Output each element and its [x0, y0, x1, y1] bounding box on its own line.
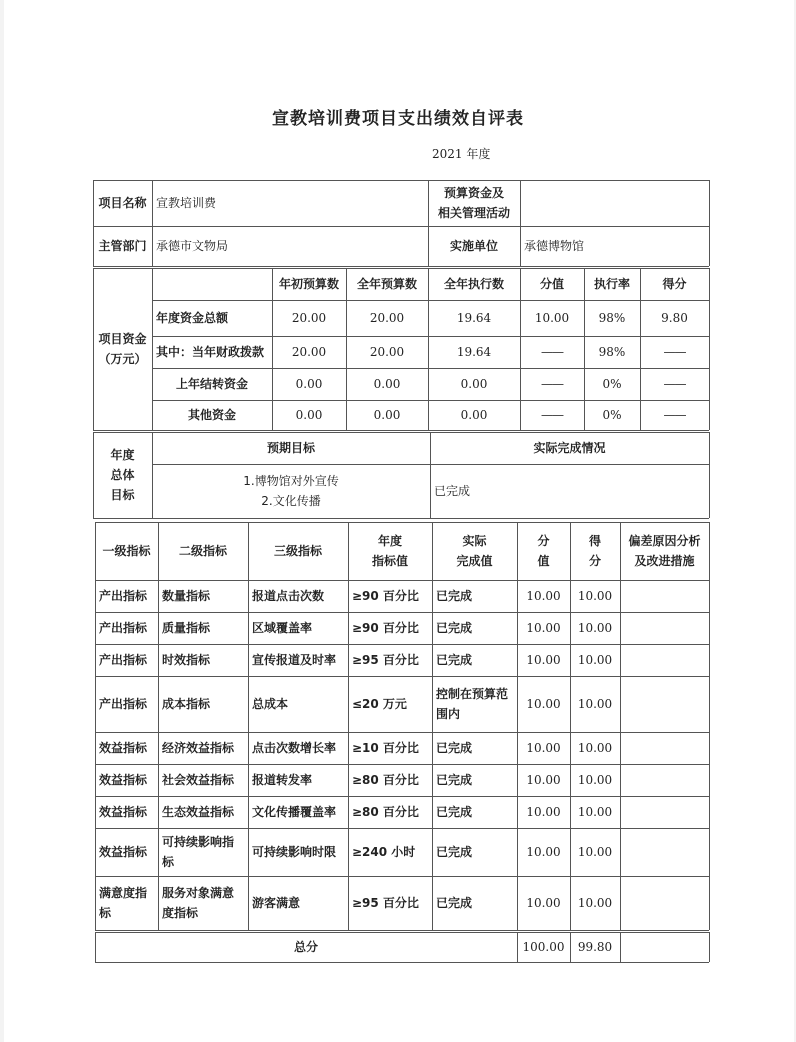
funds-row-label: 其他资金 [187, 408, 236, 422]
score-value: 10.00 [526, 589, 561, 603]
level2-indicator: 时效指标 [162, 653, 211, 667]
funds-value-cell: 98% [598, 311, 626, 325]
got-score-value: 10.00 [577, 741, 613, 755]
funds-column-header: 年初预算数 [278, 277, 339, 291]
target-value: ≥80 百分比 [352, 773, 419, 787]
funds-value-cell: 10.00 [534, 311, 570, 325]
level1-indicator: 产出指标 [99, 653, 148, 667]
level3-indicator-header: 三级指标 [273, 544, 322, 558]
deviation-reason [620, 876, 709, 930]
table-rule [95, 962, 709, 963]
got-score-header-line: 得 [588, 534, 601, 548]
target-value: ≥240 小时 [352, 845, 416, 859]
table-rule [93, 430, 709, 431]
deviation-reason [620, 828, 709, 876]
funds-column-header: 得分 [662, 277, 687, 291]
funds-value-cell: 0.00 [460, 377, 488, 391]
got-score-value: 10.00 [577, 653, 613, 667]
target-value: ≥95 百分比 [352, 896, 419, 910]
level2-indicator: 社会效益指标 [162, 773, 235, 787]
funds-value-cell: 0% [602, 377, 622, 391]
funds-column-header: 全年预算数 [356, 277, 417, 291]
level2-indicator: 生态效益指标 [162, 805, 235, 819]
funds-value-cell: 20.00 [369, 311, 405, 325]
actual-value: 已完成 [436, 621, 473, 635]
deviation-reason [620, 676, 709, 732]
expected-goal-text-line: 2.文化传播 [261, 494, 321, 508]
score-value: 10.00 [526, 653, 561, 667]
deviation-reason-header-line: 及改进措施 [634, 554, 695, 568]
funds-value-cell: 0.00 [373, 377, 401, 391]
level2-indicator: 可持续影响指标 [162, 835, 235, 869]
table-rule [709, 932, 710, 962]
got-score-value: 10.00 [577, 621, 613, 635]
table-rule [93, 266, 709, 267]
level1-indicator: 效益指标 [99, 773, 148, 787]
total-got-value: 99.80 [577, 940, 613, 954]
level3-indicator: 总成本 [252, 697, 289, 711]
annual-goal-label-line: 年度 [110, 448, 135, 462]
score-header-line: 分 [537, 534, 550, 548]
funds-value-cell: —— [541, 408, 563, 422]
level3-indicator: 报道点击次数 [252, 589, 325, 603]
table-rule [709, 522, 710, 930]
implementing-unit-label: 实施单位 [449, 239, 498, 253]
funds-value-cell: 20.00 [291, 311, 327, 325]
funds-value-cell: 0.00 [373, 408, 401, 422]
level2-indicator: 经济效益指标 [162, 741, 235, 755]
table-rule [95, 930, 709, 931]
target-value: ≥95 百分比 [352, 653, 419, 667]
level3-indicator: 文化传播覆盖率 [252, 805, 337, 819]
funds-value-cell: —— [663, 408, 686, 422]
report-year: 2021 年度 [432, 147, 491, 161]
actual-value: 已完成 [436, 805, 473, 819]
annual-goal-label-line: 总体 [110, 468, 135, 482]
funds-value-cell: —— [541, 345, 563, 359]
deviation-reason [620, 732, 709, 764]
funds-value-cell: 0.00 [460, 408, 488, 422]
deviation-reason [620, 644, 709, 676]
actual-value-header-line: 实际 [462, 534, 487, 548]
got-score-value: 10.00 [577, 773, 613, 787]
actual-completion-header: 实际完成情况 [533, 441, 606, 455]
project-name-value: 宣教培训费 [156, 196, 217, 210]
implementing-unit-value: 承德博物馆 [524, 239, 585, 253]
actual-value: 已完成 [436, 741, 473, 755]
score-value: 10.00 [526, 896, 561, 910]
funds-label [93, 268, 152, 430]
actual-value: 已完成 [436, 589, 473, 603]
actual-value-header-line: 完成值 [456, 554, 493, 568]
funds-row-label: 上年结转资金 [175, 377, 248, 391]
level1-indicator: 产出指标 [99, 621, 148, 635]
funds-column-header: 执行率 [593, 277, 630, 291]
deviation-reason-header-line: 偏差原因分析 [628, 534, 701, 548]
got-score-header [570, 522, 620, 580]
funds-value-cell: 98% [598, 345, 626, 359]
budget-label-line: 预算资金及 [443, 186, 504, 200]
score-value: 10.00 [526, 845, 561, 859]
level1-indicator: 效益指标 [99, 741, 148, 755]
actual-value: 已完成 [436, 653, 473, 667]
level1-indicator-header: 一级指标 [102, 544, 151, 558]
funds-column-header: 分值 [539, 277, 564, 291]
got-score-header-line: 分 [588, 554, 601, 568]
score-value: 10.00 [526, 621, 561, 635]
funds-value-cell: 19.64 [456, 345, 492, 359]
level3-indicator: 可持续影响时限 [252, 845, 337, 859]
level1-indicator: 效益指标 [99, 805, 148, 819]
expected-goal-text [152, 464, 430, 518]
expected-goal-header: 预期目标 [266, 441, 315, 455]
project-name-label: 项目名称 [98, 196, 147, 210]
funds-value-cell: 20.00 [369, 345, 405, 359]
target-value: ≥80 百分比 [352, 805, 419, 819]
level1-indicator: 产出指标 [99, 697, 148, 711]
funds-value-cell: —— [663, 345, 686, 359]
level2-indicator: 成本指标 [162, 697, 211, 711]
funds-value-cell: 0.00 [295, 408, 323, 422]
actual-value-header [432, 522, 517, 580]
funds-value-cell: 0.00 [295, 377, 323, 391]
got-score-value: 10.00 [577, 589, 613, 603]
got-score-value: 10.00 [577, 697, 613, 711]
level3-indicator: 宣传报道及时率 [252, 653, 337, 667]
table-rule [709, 180, 710, 266]
target-value: ≤20 万元 [352, 697, 407, 711]
score-value: 10.00 [526, 805, 561, 819]
expected-goal-text-line: 1.博物馆对外宣传 [243, 474, 339, 488]
table-rule [620, 932, 621, 962]
score-header-line: 值 [537, 554, 550, 568]
level1-indicator: 满意度指标 [99, 886, 148, 920]
funds-row-label: 年度资金总额 [156, 311, 229, 325]
table-rule [93, 518, 709, 519]
funds-column-header: 全年执行数 [443, 277, 504, 291]
deviation-reason [620, 612, 709, 644]
deviation-reason [620, 580, 709, 612]
funds-value-cell: 19.64 [456, 311, 492, 325]
level3-indicator: 游客满意 [252, 896, 301, 910]
level2-indicator: 质量指标 [162, 621, 211, 635]
target-value-header-line: 年度 [377, 534, 402, 548]
level3-indicator: 区域覆盖率 [252, 621, 313, 635]
document-title: 宣教培训费项目支出绩效自评表 [272, 109, 524, 129]
level2-indicator-header: 二级指标 [178, 544, 227, 558]
target-value: ≥10 百分比 [352, 741, 419, 755]
total-score-value: 100.00 [522, 940, 565, 954]
annual-goal-label [93, 432, 152, 518]
got-score-value: 10.00 [577, 845, 613, 859]
target-value: ≥90 百分比 [352, 621, 419, 635]
budget-label [428, 180, 520, 226]
got-score-value: 10.00 [577, 896, 613, 910]
level1-indicator: 产出指标 [99, 589, 148, 603]
funds-label-line: （万元） [98, 352, 147, 366]
level1-indicator: 效益指标 [99, 845, 148, 859]
score-value: 10.00 [526, 741, 561, 755]
actual-completion-text: 已完成 [434, 484, 471, 498]
funds-value-cell: 0% [602, 408, 622, 422]
total-score-label: 总分 [293, 940, 318, 954]
level2-indicator: 服务对象满意度指标 [162, 886, 235, 920]
funds-value-cell: 9.80 [661, 311, 688, 325]
score-value: 10.00 [526, 697, 561, 711]
level3-indicator: 点击次数增长率 [252, 741, 337, 755]
table-rule [709, 432, 710, 518]
budget-label-line: 相关管理活动 [437, 206, 510, 220]
score-value: 10.00 [526, 773, 561, 787]
deviation-reason-header [620, 522, 709, 580]
target-value: ≥90 百分比 [352, 589, 419, 603]
funds-value-cell: —— [663, 377, 686, 391]
funds-value-cell: 20.00 [291, 345, 327, 359]
got-score-value: 10.00 [577, 805, 613, 819]
deviation-reason [620, 764, 709, 796]
funds-label-line: 项目资金 [98, 332, 147, 346]
level3-indicator: 报道转发率 [252, 773, 313, 787]
level2-indicator: 数量指标 [162, 589, 211, 603]
target-value-header-line: 指标值 [371, 554, 408, 568]
actual-value: 已完成 [436, 845, 473, 859]
department-label: 主管部门 [98, 239, 147, 253]
actual-value: 已完成 [436, 896, 473, 910]
target-value-header [348, 522, 432, 580]
deviation-reason [620, 796, 709, 828]
department-value: 承德市文物局 [156, 239, 229, 253]
actual-value: 控制在预算范围内 [436, 687, 509, 721]
score-header [517, 522, 570, 580]
budget-value [520, 180, 709, 226]
actual-value: 已完成 [436, 773, 473, 787]
table-rule [709, 268, 710, 430]
funds-row-label: 其中：当年财政拨款 [156, 345, 265, 359]
annual-goal-label-line: 目标 [110, 488, 135, 502]
funds-value-cell: —— [541, 377, 563, 391]
